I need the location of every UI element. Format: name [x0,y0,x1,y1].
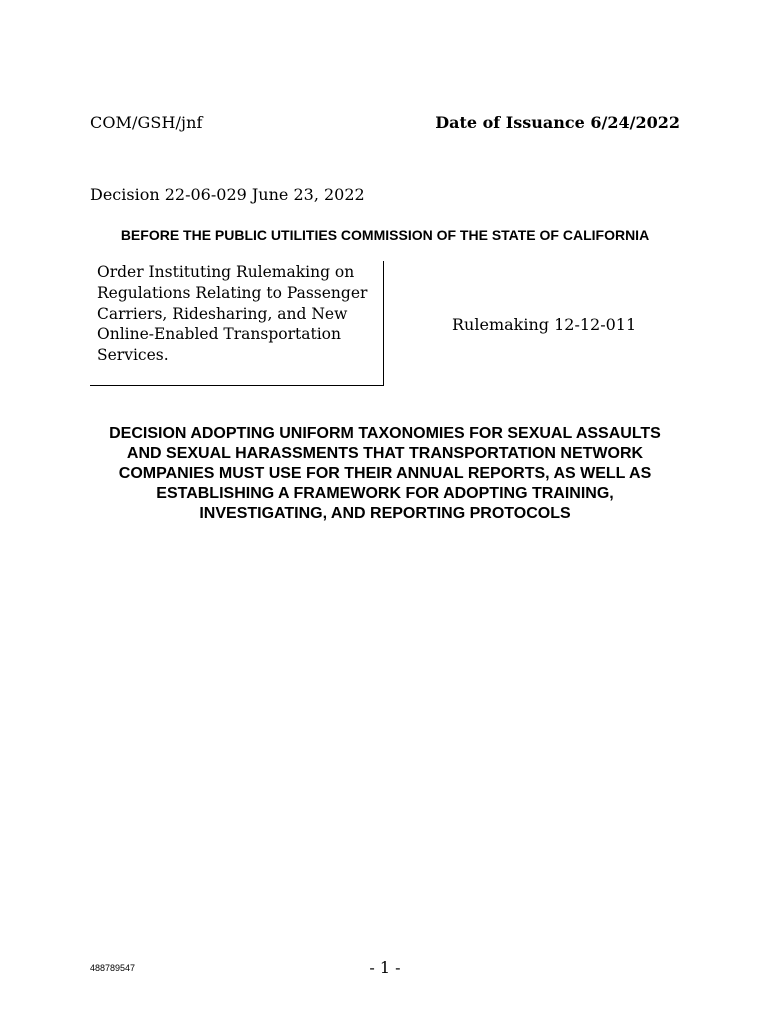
proceeding-number: Rulemaking 12-12-011 [452,315,637,334]
decision-title [0,424,770,524]
issuance-date: Date of Issuance 6/24/2022 [435,113,680,132]
commission-heading: BEFORE THE PUBLIC UTILITIES COMMISSION OF THE STATE OF CALIFORNIA [120,227,650,243]
title-line: DECISION ADOPTING UNIFORM TAXONOMIES FOR SEXUAL ASSAULTS [109,425,661,442]
caption-line: Regulations Relating to Passenger [97,283,368,302]
docket-code: COM/GSH/jnf [90,113,203,132]
caption-line: Online-Enabled Transportation [97,325,341,344]
document-number: 488789547 [90,963,136,973]
title-line: AND SEXUAL HARASSMENTS THAT TRANSPORTATION NETWORK [126,445,644,462]
caption-line: Order Instituting Rulemaking on [97,263,355,281]
page-number: - 1 - [369,958,401,977]
title-line: COMPANIES MUST USE FOR THEIR ANNUAL REPORTS, AS WELL AS [118,465,652,482]
caption-line: Carriers, Ridesharing, and New [97,304,348,323]
title-line: INVESTIGATING, AND REPORTING PROTOCOLS [199,505,571,522]
decision-number-date: Decision 22-06-029 June 23, 2022 [90,185,365,204]
title-line: ESTABLISHING A FRAMEWORK FOR ADOPTING TRAINING, [156,485,614,502]
case-caption-text [97,262,377,366]
case-caption-box [90,261,384,386]
caption-line: Services. [97,346,169,365]
